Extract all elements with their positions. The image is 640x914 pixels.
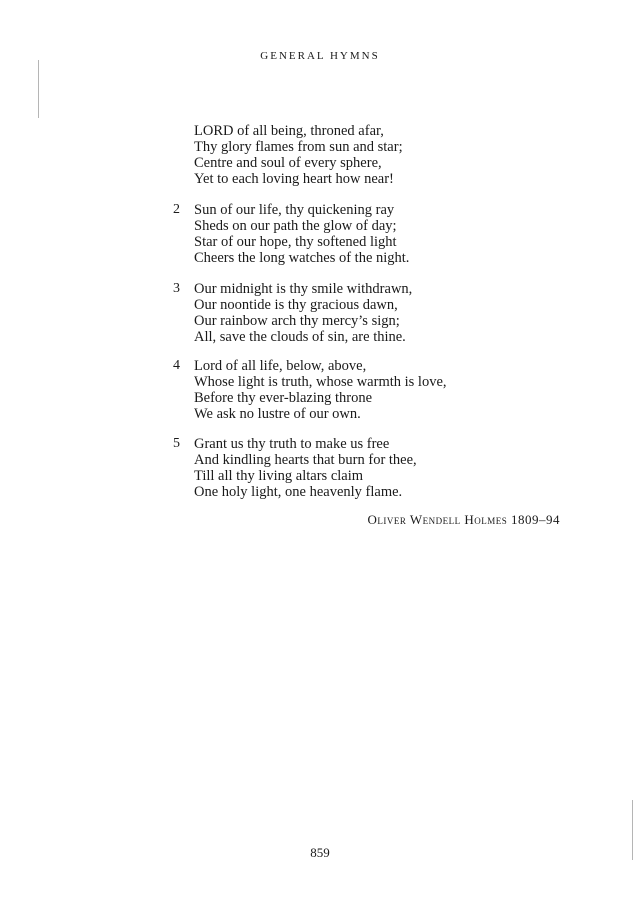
stanza-line: Centre and soul of every sphere, [194, 155, 382, 171]
stanza-line: We ask no lustre of our own. [194, 406, 361, 422]
stanza-line: Whose light is truth, whose warmth is love, [194, 374, 447, 390]
left-margin-rule [38, 60, 39, 118]
stanza-number: 3 [173, 281, 180, 296]
stanza-line: And kindling hearts that burn for thee, [194, 452, 417, 468]
author-dates: 1809–94 [511, 512, 560, 527]
author-attribution [367, 512, 560, 528]
stanza-line: Our rainbow arch thy mercy’s sign; [194, 313, 400, 329]
stanza-line: Sheds on our path the glow of day; [194, 218, 397, 234]
page-number: 859 [310, 845, 330, 860]
stanza-line: One holy light, one heavenly flame. [194, 484, 403, 500]
stanza-line: Before thy ever-blazing throne [194, 390, 373, 406]
stanza-line: Cheers the long watches of the night. [194, 250, 410, 266]
stanza-line: Sun of our life, thy quickening ray [194, 202, 395, 218]
stanza-line: Till all thy living altars claim [194, 468, 364, 484]
stanza-line: Thy glory flames from sun and star; [194, 139, 403, 155]
stanza-line: LORD of all being, throned afar, [194, 123, 384, 139]
stanza-number: 4 [173, 358, 180, 373]
stanza-line: Yet to each loving heart how near! [194, 171, 394, 187]
stanza-number: 5 [173, 436, 180, 451]
stanza-line: Our noontide is thy gracious dawn, [194, 297, 398, 313]
stanza-line: Lord of all life, below, above, [194, 358, 367, 374]
stanza-line: Grant us thy truth to make us free [194, 436, 390, 452]
author-name: Oliver Wendell Holmes [367, 512, 508, 527]
stanza-number: 2 [173, 202, 180, 217]
stanza-line: Our midnight is thy smile withdrawn, [194, 281, 413, 297]
stanza-line: All, save the clouds of sin, are thine. [194, 329, 406, 345]
stanza-line: Star of our hope, thy softened light [194, 234, 397, 250]
page-header: GENERAL HYMNS [260, 50, 380, 62]
